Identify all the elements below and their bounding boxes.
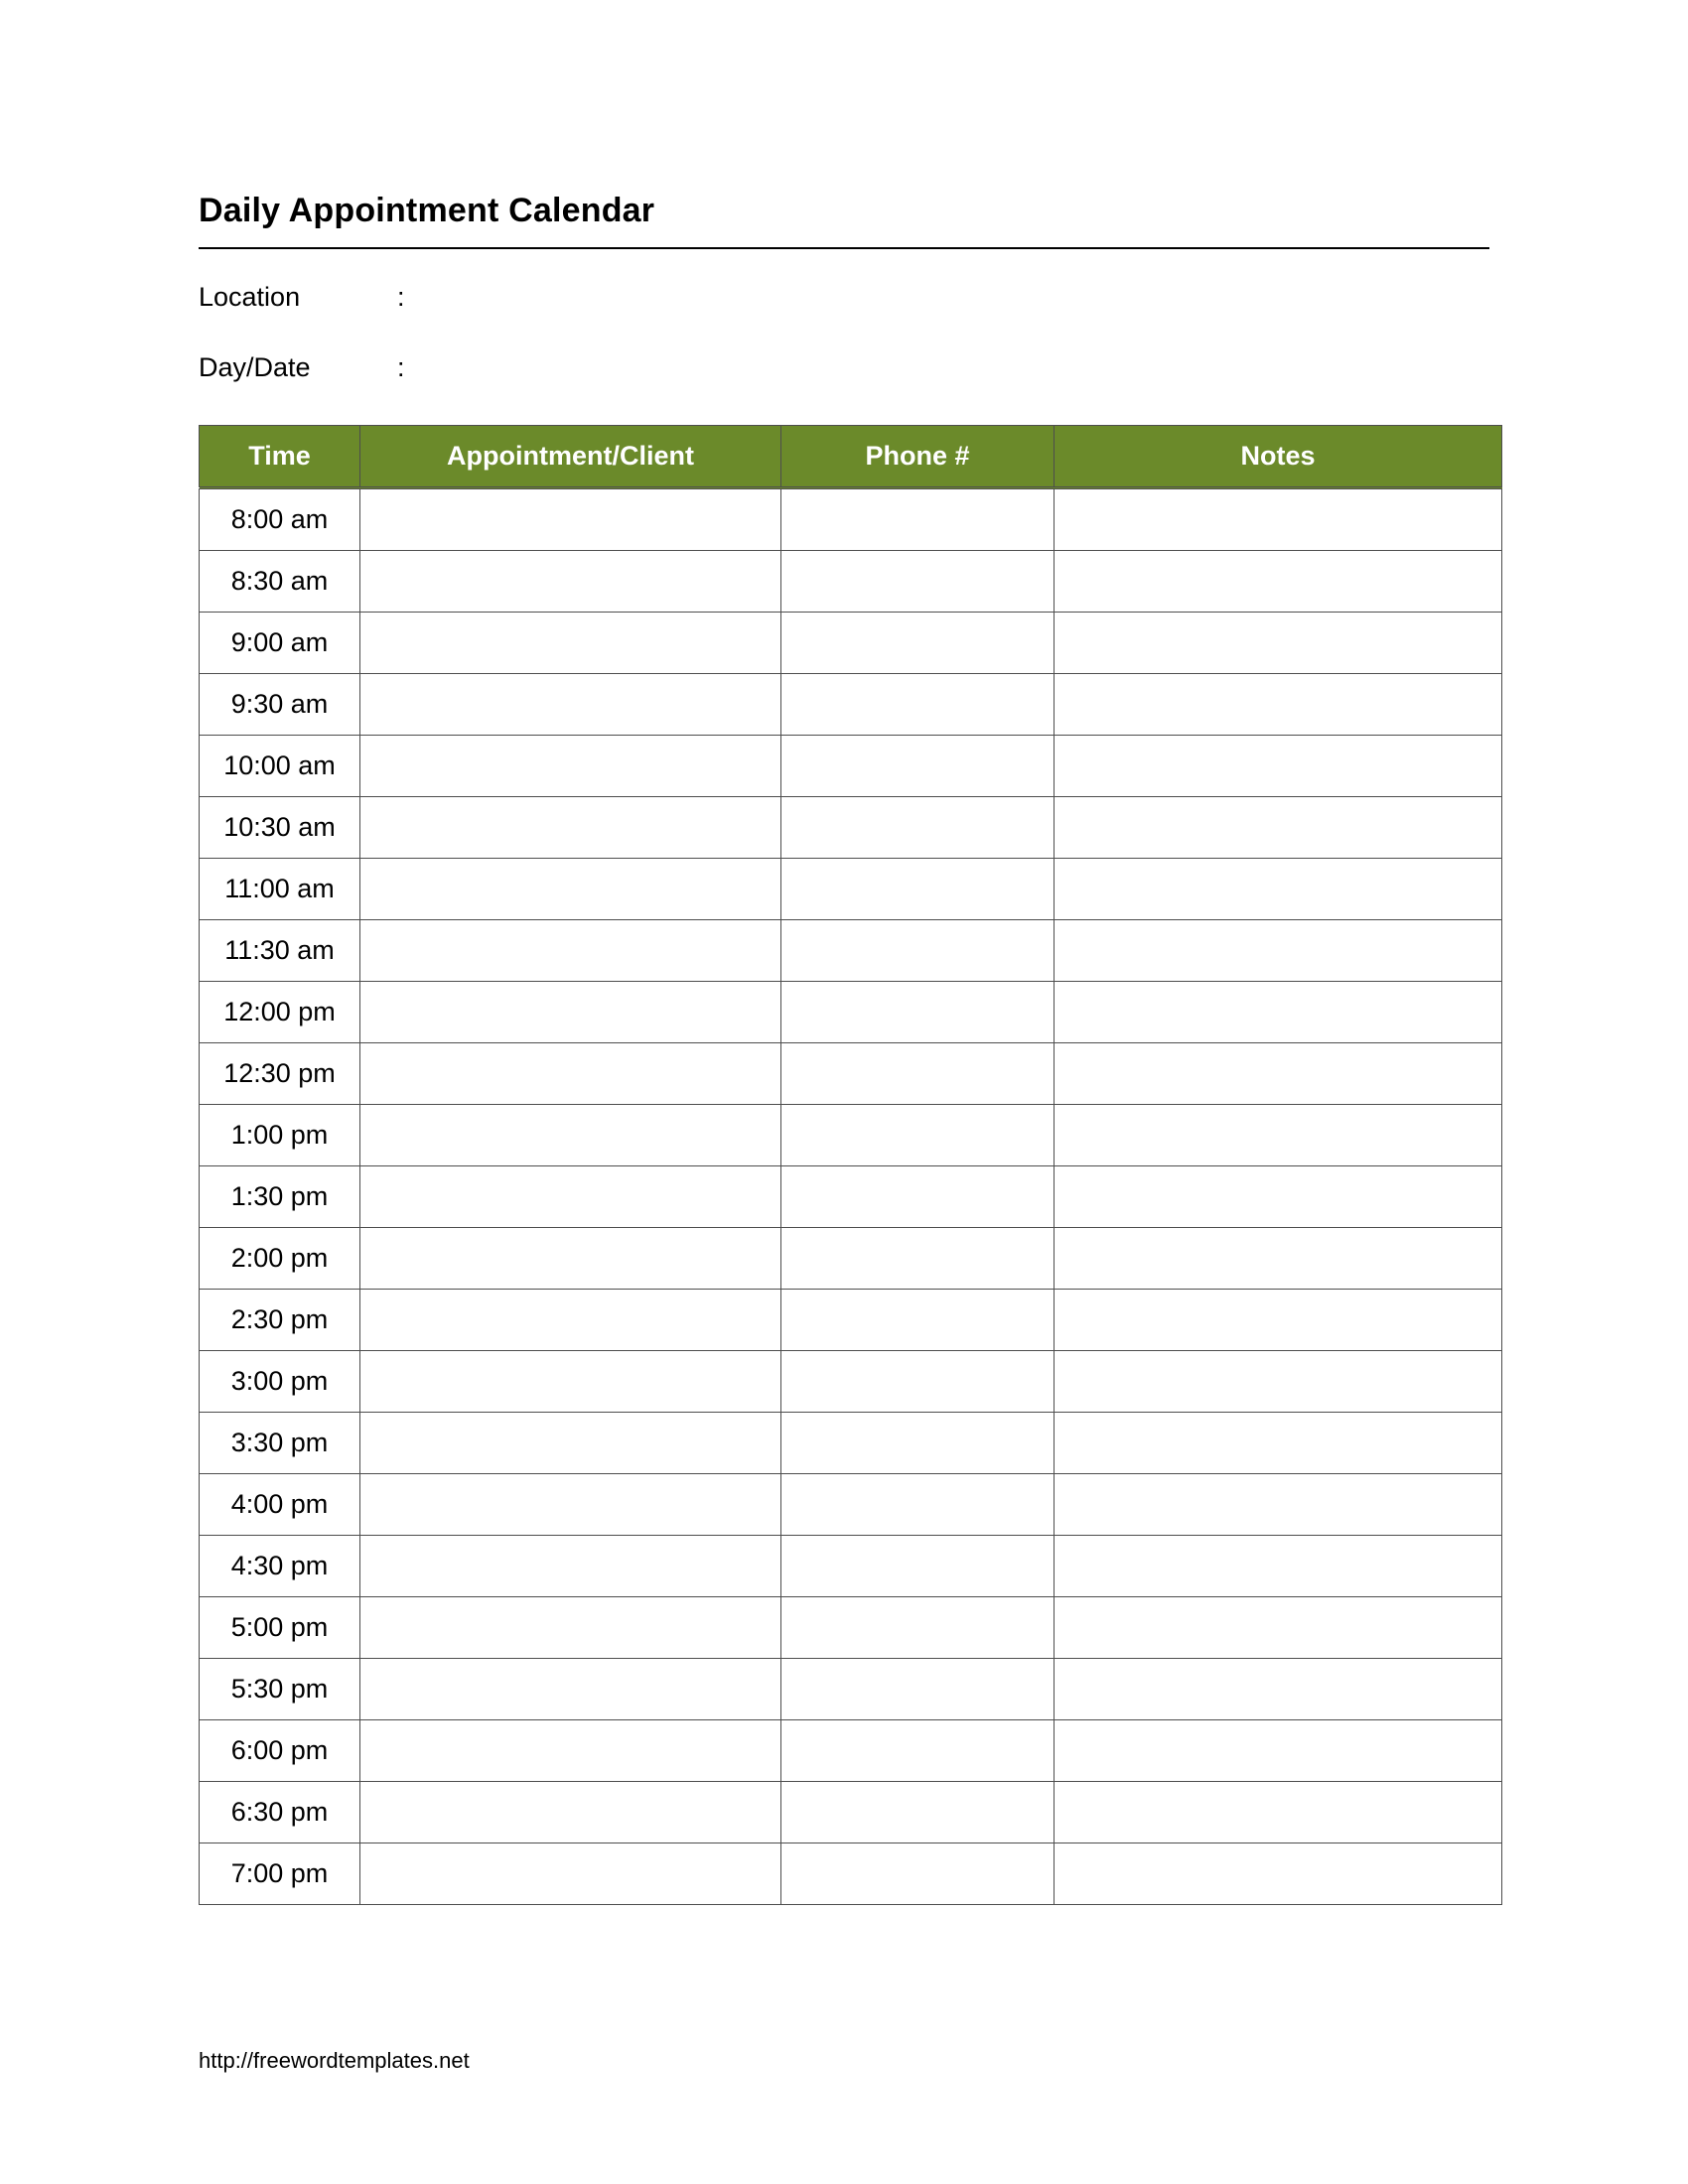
appointment-client-cell[interactable] <box>360 982 781 1043</box>
phone-cell[interactable] <box>781 1105 1055 1166</box>
table-row <box>200 859 1502 920</box>
notes-cell[interactable] <box>1055 797 1502 859</box>
day-date-label: Day/Date <box>199 352 311 382</box>
time-cell: 3:30 pm <box>200 1413 360 1474</box>
table-row <box>200 1228 1502 1290</box>
appointment-client-cell[interactable] <box>360 551 781 613</box>
time-cell: 8:30 am <box>200 551 360 613</box>
header-notes: Notes <box>1055 426 1502 488</box>
phone-cell[interactable] <box>781 1474 1055 1536</box>
table-row <box>200 488 1502 551</box>
time-cell: 4:30 pm <box>200 1536 360 1597</box>
appointment-client-cell[interactable] <box>360 1843 781 1905</box>
notes-cell[interactable] <box>1055 488 1502 551</box>
appointment-client-cell[interactable] <box>360 1351 781 1413</box>
table-row <box>200 1782 1502 1843</box>
table-row <box>200 1474 1502 1536</box>
notes-cell[interactable] <box>1055 1474 1502 1536</box>
notes-cell[interactable] <box>1055 1413 1502 1474</box>
notes-cell[interactable] <box>1055 1351 1502 1413</box>
appointment-client-cell[interactable] <box>360 1659 781 1720</box>
header-phone: Phone # <box>781 426 1055 488</box>
appointment-client-cell[interactable] <box>360 1105 781 1166</box>
appointment-client-cell[interactable] <box>360 1228 781 1290</box>
table-row <box>200 613 1502 674</box>
header-appointment-client: Appointment/Client <box>360 426 781 488</box>
appointment-client-cell[interactable] <box>360 920 781 982</box>
appointment-table-body <box>200 488 1502 1905</box>
appointment-table <box>199 425 1502 1905</box>
table-header-row <box>200 426 1502 488</box>
phone-cell[interactable] <box>781 1659 1055 1720</box>
appointment-client-cell[interactable] <box>360 1536 781 1597</box>
appointment-client-cell[interactable] <box>360 488 781 551</box>
notes-cell[interactable] <box>1055 1720 1502 1782</box>
title-underline <box>199 247 1489 249</box>
table-row <box>200 1166 1502 1228</box>
day-date-separator: : <box>397 352 405 382</box>
appointment-client-cell[interactable] <box>360 1043 781 1105</box>
time-cell: 11:00 am <box>200 859 360 920</box>
table-row <box>200 1043 1502 1105</box>
notes-cell[interactable] <box>1055 551 1502 613</box>
time-cell: 7:00 pm <box>200 1843 360 1905</box>
phone-cell[interactable] <box>781 797 1055 859</box>
appointment-client-cell[interactable] <box>360 613 781 674</box>
notes-cell[interactable] <box>1055 1043 1502 1105</box>
time-cell: 3:00 pm <box>200 1351 360 1413</box>
phone-cell[interactable] <box>781 551 1055 613</box>
phone-cell[interactable] <box>781 1351 1055 1413</box>
location-label: Location <box>199 282 301 312</box>
notes-cell[interactable] <box>1055 1536 1502 1597</box>
time-cell: 1:00 pm <box>200 1105 360 1166</box>
table-row <box>200 1105 1502 1166</box>
notes-cell[interactable] <box>1055 1597 1502 1659</box>
notes-cell[interactable] <box>1055 859 1502 920</box>
table-row <box>200 920 1502 982</box>
location-separator: : <box>397 282 405 312</box>
appointment-client-cell[interactable] <box>360 674 781 736</box>
table-row <box>200 551 1502 613</box>
phone-cell[interactable] <box>781 1290 1055 1351</box>
page-title: Daily Appointment Calendar <box>199 192 655 229</box>
notes-cell[interactable] <box>1055 1166 1502 1228</box>
time-cell: 5:30 pm <box>200 1659 360 1720</box>
notes-cell[interactable] <box>1055 982 1502 1043</box>
appointment-client-cell[interactable] <box>360 1166 781 1228</box>
notes-cell[interactable] <box>1055 1843 1502 1905</box>
notes-cell[interactable] <box>1055 736 1502 797</box>
phone-cell[interactable] <box>781 1413 1055 1474</box>
table-row <box>200 1720 1502 1782</box>
time-cell: 2:00 pm <box>200 1228 360 1290</box>
phone-cell[interactable] <box>781 1782 1055 1843</box>
phone-cell[interactable] <box>781 1843 1055 1905</box>
phone-cell[interactable] <box>781 1720 1055 1782</box>
phone-cell[interactable] <box>781 736 1055 797</box>
time-cell: 1:30 pm <box>200 1166 360 1228</box>
table-row <box>200 1290 1502 1351</box>
time-cell: 10:30 am <box>200 797 360 859</box>
table-row <box>200 797 1502 859</box>
time-cell: 8:00 am <box>200 488 360 551</box>
notes-cell[interactable] <box>1055 1290 1502 1351</box>
notes-cell[interactable] <box>1055 1105 1502 1166</box>
table-row <box>200 1597 1502 1659</box>
phone-cell[interactable] <box>781 859 1055 920</box>
time-cell: 5:00 pm <box>200 1597 360 1659</box>
time-cell: 4:00 pm <box>200 1474 360 1536</box>
notes-cell[interactable] <box>1055 613 1502 674</box>
phone-cell[interactable] <box>781 613 1055 674</box>
appointment-client-cell[interactable] <box>360 736 781 797</box>
notes-cell[interactable] <box>1055 1228 1502 1290</box>
phone-cell[interactable] <box>781 1597 1055 1659</box>
phone-cell[interactable] <box>781 1536 1055 1597</box>
table-row <box>200 1413 1502 1474</box>
footer-url: http://freewordtemplates.net <box>199 2048 470 2073</box>
appointment-client-cell[interactable] <box>360 859 781 920</box>
header-time: Time <box>200 426 360 488</box>
table-row <box>200 1843 1502 1905</box>
table-row <box>200 1659 1502 1720</box>
appointment-client-cell[interactable] <box>360 1413 781 1474</box>
notes-cell[interactable] <box>1055 674 1502 736</box>
phone-cell[interactable] <box>781 488 1055 551</box>
time-cell: 11:30 am <box>200 920 360 982</box>
notes-cell[interactable] <box>1055 920 1502 982</box>
phone-cell[interactable] <box>781 1228 1055 1290</box>
phone-cell[interactable] <box>781 674 1055 736</box>
table-row <box>200 674 1502 736</box>
appointment-client-cell[interactable] <box>360 1597 781 1659</box>
table-row <box>200 1351 1502 1413</box>
appointment-client-cell[interactable] <box>360 1290 781 1351</box>
time-cell: 6:00 pm <box>200 1720 360 1782</box>
phone-cell[interactable] <box>781 982 1055 1043</box>
appointment-client-cell[interactable] <box>360 1720 781 1782</box>
phone-cell[interactable] <box>781 1166 1055 1228</box>
appointment-client-cell[interactable] <box>360 797 781 859</box>
time-cell: 9:30 am <box>200 674 360 736</box>
time-cell: 10:00 am <box>200 736 360 797</box>
notes-cell[interactable] <box>1055 1782 1502 1843</box>
time-cell: 9:00 am <box>200 613 360 674</box>
time-cell: 12:30 pm <box>200 1043 360 1105</box>
time-cell: 2:30 pm <box>200 1290 360 1351</box>
time-cell: 6:30 pm <box>200 1782 360 1843</box>
notes-cell[interactable] <box>1055 1659 1502 1720</box>
appointment-client-cell[interactable] <box>360 1474 781 1536</box>
phone-cell[interactable] <box>781 1043 1055 1105</box>
time-cell: 12:00 pm <box>200 982 360 1043</box>
appointment-client-cell[interactable] <box>360 1782 781 1843</box>
table-row <box>200 982 1502 1043</box>
phone-cell[interactable] <box>781 920 1055 982</box>
table-row <box>200 1536 1502 1597</box>
table-row <box>200 736 1502 797</box>
